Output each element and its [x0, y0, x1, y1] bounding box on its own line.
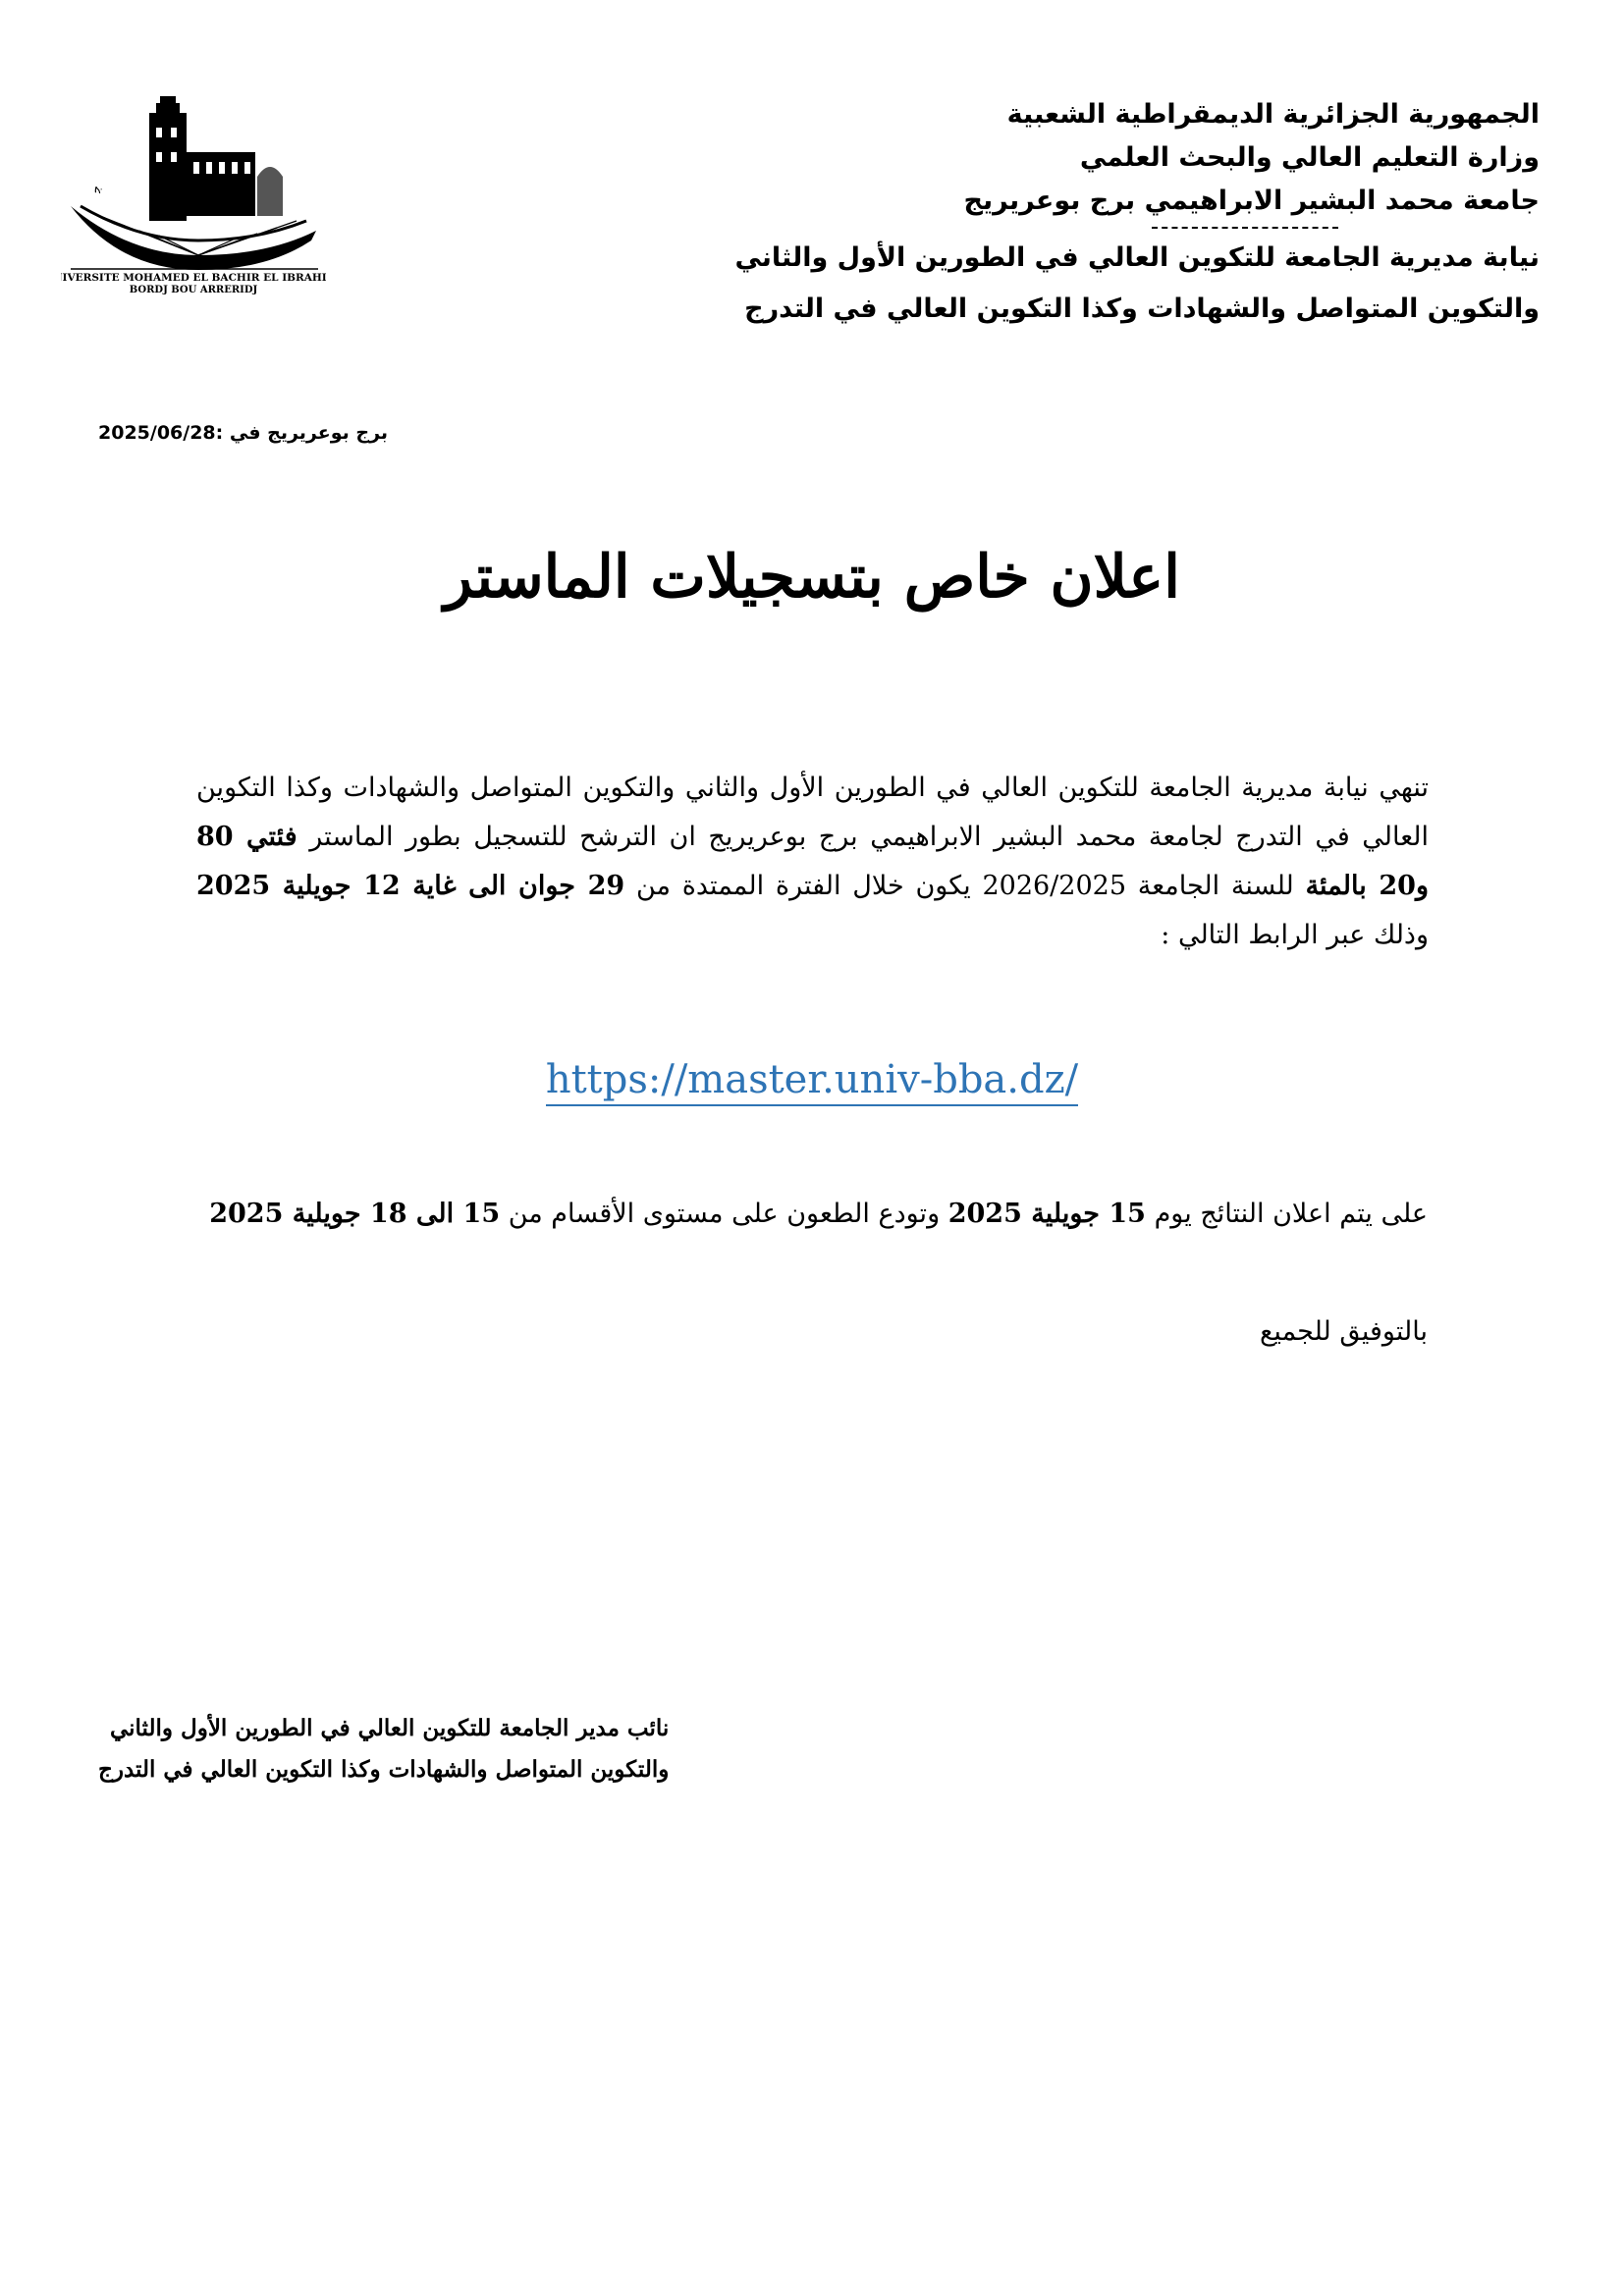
- svg-text:جامعة محمد البشير الإبراهيمي -: ج: [88, 185, 105, 194]
- university-seal-icon: [61, 59, 326, 294]
- republic-name: الجمهورية الجزائرية الديمقراطية الشعبية: [1006, 99, 1540, 130]
- vice-rectorate-line-2: والتكوين المتواصل والشهادات وكذا التكوين العالي في التدرج: [744, 294, 1540, 324]
- results-text-a: على يتم اعلان النتائج يوم: [1154, 1199, 1428, 1229]
- svg-text:BORDJ BOU ARRERIDJ: BORDJ BOU ARRERIDJ: [129, 285, 258, 294]
- signature-line-1: نائب مدير الجامعة للتكوين العالي في الطورين الأول والثاني: [109, 1715, 670, 1741]
- results-date: 15 جويلية 2025: [947, 1199, 1146, 1229]
- date-value: 2025/06/28: [98, 422, 216, 444]
- page-title: اعلان خاص بتسجيلات الماستر: [444, 543, 1180, 612]
- header-block: [695, 93, 1540, 335]
- signature-line-2: والتكوين المتواصل والشهادات وكذا التكوين العالي في التدرج: [98, 1756, 670, 1783]
- ministry-name: وزارة التعليم العالي والبحث العلمي: [1079, 142, 1540, 173]
- university-name: جامعة محمد البشير الابراهيمي برج بوعريريج: [963, 186, 1540, 216]
- closing-wishes: بالتوفيق للجميع: [1260, 1316, 1428, 1347]
- body-text-c: للسنة الجامعة 2026/2025 يكون خلال الفترة الممتدة من: [635, 871, 1294, 901]
- vice-rectorate-line-1: نيابة مديرية الجامعة للتكوين العالي في الطورين الأول والثاني: [734, 242, 1540, 273]
- body-period: 29 جوان الى غاية 12 جويلية 2025: [196, 871, 625, 901]
- body-text-a: تنهي نيابة مديرية الجامعة للتكوين العالي في الطورين الأول والثاني والتكوين المتواصل والشهادات وكذا التكوين العالي في التدرج لجامعة محمد البشير الابراهيمي برج بوعريريج ان الترشح للتسجيل بطور الماستر: [196, 773, 1429, 852]
- issue-date: [98, 422, 388, 444]
- header-divider: [1152, 227, 1338, 229]
- registration-link[interactable]: https://master.univ-bba.dz/: [546, 1057, 1078, 1106]
- appeals-period: 15 الى 18 جويلية 2025: [209, 1199, 501, 1229]
- announcement-paragraph: [196, 764, 1429, 960]
- svg-text:UNIVERSITE MOHAMED EL BACHIR E: IVERSITE MOHAMED EL BACHIR EL IBRAHI: [62, 272, 326, 284]
- date-place: برج بوعريريج في :: [215, 422, 389, 444]
- signature-block: [98, 1708, 669, 1790]
- registration-link-line: [0, 1050, 1624, 1109]
- body-text-e: وذلك عبر الرابط التالي :: [1161, 920, 1429, 950]
- announcement-body: [196, 764, 1429, 960]
- results-announcement: [195, 1190, 1428, 1239]
- body-categories: فئتي 80 و20 بالمئة: [196, 822, 1429, 901]
- results-text-c: وتودع الطعون على مستوى الأقسام من: [508, 1199, 941, 1229]
